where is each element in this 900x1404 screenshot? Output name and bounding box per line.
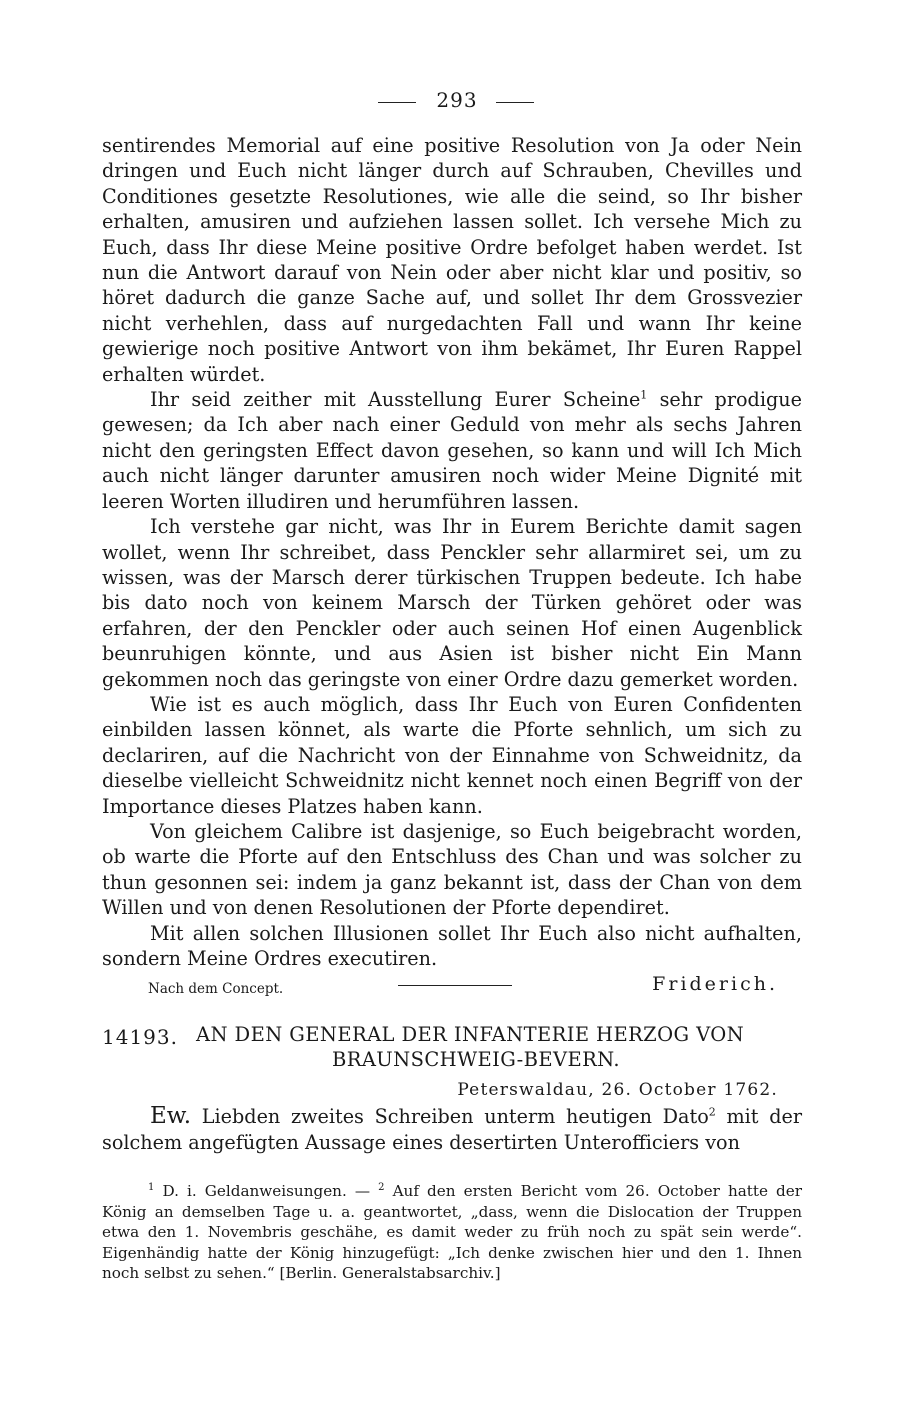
page-number: 293 xyxy=(436,88,478,112)
footnote-2: Auf den ersten Bericht vom 26. October hatte der König an demselben Tage u. a. geantwortet, „dass, wenn die Dislocation der Truppen etwa den 1. Novembris geschähe, es damit weder zu früh noch zu spät sein werde“. Eigenhändig hatte der König hinzugefügt: „Ich denke zwischen hier und den 1. Ihnen noch selbst zu sehen.“ [Berlin. Generalstabsarchiv.] xyxy=(102,1182,803,1282)
document-heading xyxy=(102,1023,802,1104)
footnote-mark-2: 2 xyxy=(378,1181,385,1193)
letter-text xyxy=(102,1103,802,1156)
letter-salutation: Ew. xyxy=(150,1103,192,1129)
footnote-block xyxy=(102,1181,802,1284)
header-rule-left xyxy=(378,102,416,103)
paragraph-3: Ich verstehe gar nicht, was Ihr in Eurem Berichte damit sagen wollet, wenn Ihr schreibet, dass Penckler sehr allarmiret sei, um zu wissen, was der Marsch derer türkischen Truppen bedeute. Ich habe bis dato noch von keinem Marsch der Türken gehöret oder was erfahren, der den Penckler oder auch seinen Hof einen Augenblick beunruhigen könnte, und aus Asien ist bisher nicht Ein Mann gekommen noch das geringste von einer Ordre dazu gemerket worden. xyxy=(102,515,802,691)
header-rule-right xyxy=(496,102,534,103)
paragraph-2-text-b: sehr prodigue gewesen; da Ich aber nach einer Geduld von mehr als sechs Jahren nicht den geringsten Effect davon gesehen, so kann und will Ich Mich auch nicht länger darunter amusiren noch wider Meine Dignité mit leeren Worten illudiren und herumführen lassen. xyxy=(102,388,802,513)
document-title-line-2: BRAUNSCHWEIG-BEVERN. xyxy=(332,1048,620,1071)
paragraph-5: Von gleichem Calibre ist dasjenige, so Euch beigebracht worden, ob warte die Pforte auf den Entschluss des Chan und was solcher zu thun gesonnen sei: indem ja ganz bekannt ist, dass der Chan von dem Willen und von denen Resolutionen der Pforte dependiret. xyxy=(102,819,802,920)
footnote-ref-2: 2 xyxy=(708,1105,716,1119)
footnote-1: D. i. Geldanweisungen. — xyxy=(162,1182,371,1200)
footnotes xyxy=(102,1181,802,1284)
paragraph-2-text-a: Ihr seid zeither mit Ausstellung Eurer Scheine xyxy=(150,388,641,412)
paragraph-1: sentirendes Memorial auf eine positive Resolution von Ja oder Nein dringen und Euch nicht länger durch auf Schrauben, Chevilles und Conditiones gesetzte Resolutiones, wie alle die seind, so Ihr bisher erhalten, amusiren und aufziehen lassen sollet. Ich versehe Mich zu Euch, dass Ihr diese Meine positive Ordre befolget haben werdet. Ist nun die Antwort darauf von Nein oder aber nicht klar und positiv, so höret dadurch die ganze Sache auf, und sollet Ihr dem Grossvezier nicht verhehlen, dass auf nurgedachten Fall und wann Ihr keine gewierige noch positive Antwort von ihm bekämet, Ihr Euren Rappel erhalten würdet. xyxy=(102,134,802,386)
letter-text-a: Liebden zweites Schreiben unterm heutigen Dato xyxy=(201,1105,709,1128)
signature-row xyxy=(102,971,802,1005)
section-separator xyxy=(398,985,512,986)
page-header xyxy=(0,88,900,118)
letter-text-b: mit der solchem angefügten Aussage eines desertirten Unterofficiers von xyxy=(102,1105,802,1154)
signature: Friderich. xyxy=(652,973,778,996)
paragraph-6: Mit allen solchen Illusionen sollet Ihr Euch also nicht aufhalten, sondern Meine Ordres executiren. xyxy=(102,921,802,970)
document-number: 14193. xyxy=(102,1025,178,1049)
footnote-mark-1: 1 xyxy=(148,1181,155,1193)
paragraph-2 xyxy=(102,387,802,514)
letter-paragraph xyxy=(102,1103,802,1156)
document-title-line-1: AN DEN GENERAL DER INFANTERIE HERZOG VON xyxy=(196,1023,745,1046)
footnote-ref-1: 1 xyxy=(640,388,648,402)
place-date: Peterswaldau, 26. October 1762. xyxy=(457,1080,778,1100)
paragraph-4: Wie ist es auch möglich, dass Ihr Euch von Euren Confidenten einbilden lassen könnet, als warte die Pforte sehnlich, um sich zu declariren, auf die Nachricht von der Einnahme von Schweidnitz, da dieselbe vielleicht Schweidnitz nicht kennet noch einen Begriff von der Importance dieses Platzes haben kann. xyxy=(102,692,802,818)
source-note: Nach dem Concept. xyxy=(148,981,284,998)
main-text xyxy=(102,133,802,1005)
